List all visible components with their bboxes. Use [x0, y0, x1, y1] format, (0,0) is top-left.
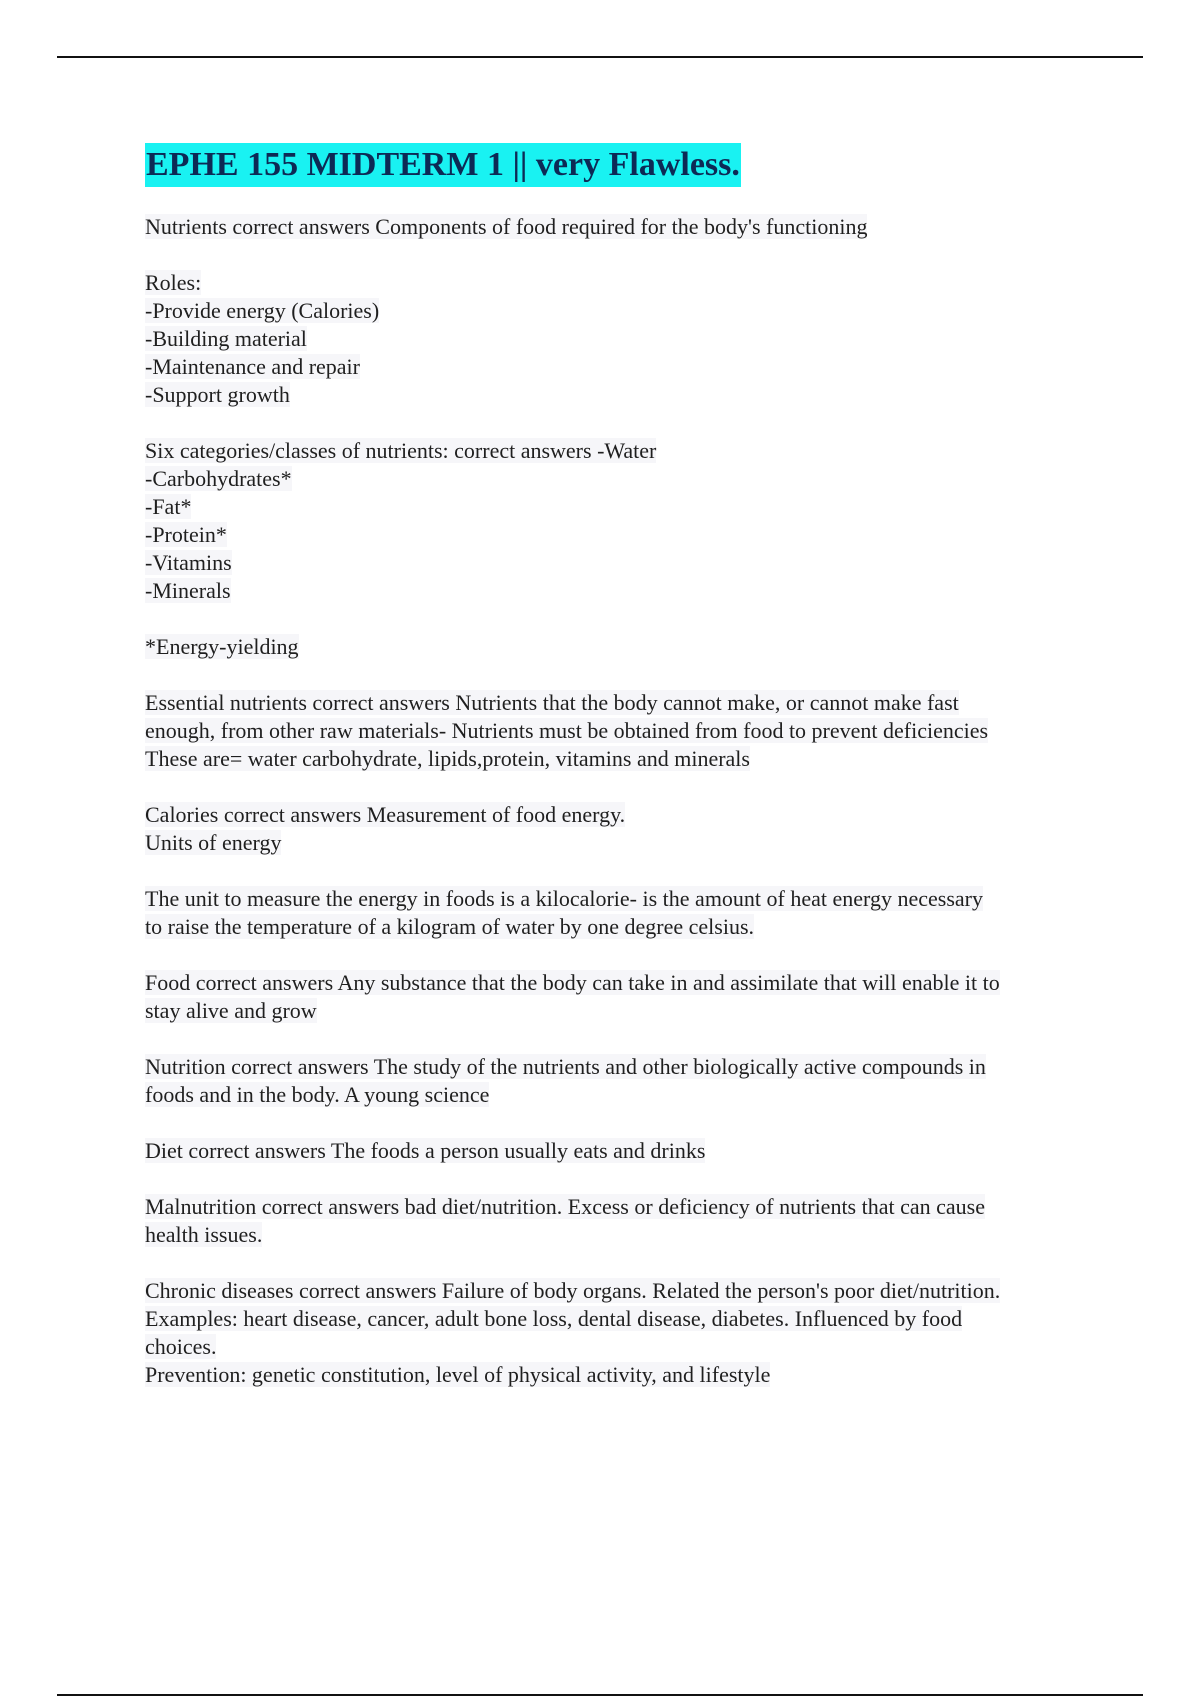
qa-entry: [145, 1277, 1095, 1389]
entry-line-text: Six categories/classes of nutrients: correct answers -Water: [145, 438, 657, 463]
entry-line: [145, 997, 1095, 1025]
entry-line: [145, 437, 1095, 465]
entry-line-text: -Maintenance and repair: [145, 354, 360, 379]
entry-line-text: *Energy-yielding: [145, 634, 299, 659]
entry-line: [145, 297, 1095, 325]
entry-line: [145, 829, 1095, 857]
entry-line-text: -Support growth: [145, 382, 290, 407]
qa-entry: [145, 689, 1095, 773]
qa-entry: [145, 269, 1095, 409]
qa-entry: [145, 1193, 1095, 1249]
entry-line-text: -Building material: [145, 326, 307, 351]
entry-line: [145, 689, 1095, 717]
entry-line: [145, 745, 1095, 773]
entry-line-text: Examples: heart disease, cancer, adult bone loss, dental disease, diabetes. Influenced by food: [145, 1306, 963, 1331]
entry-line-text: Roles:: [145, 270, 202, 295]
entry-line-text: foods and in the body. A young science: [145, 1082, 490, 1107]
qa-entry: [145, 437, 1095, 605]
entry-line: [145, 1277, 1095, 1305]
qa-entry: [145, 1053, 1095, 1109]
entry-line-text: -Carbohydrates*: [145, 466, 292, 491]
entry-line: [145, 1193, 1095, 1221]
entry-line: [145, 1333, 1095, 1361]
entry-line: [145, 549, 1095, 577]
entry-line: [145, 801, 1095, 829]
entry-line: [145, 269, 1095, 297]
entry-line-text: Malnutrition correct answers bad diet/nutrition. Excess or deficiency of nutrients that can cause: [145, 1194, 985, 1219]
entry-line-text: Food correct answers Any substance that the body can take in and assimilate that will enable it to: [145, 970, 1000, 995]
entry-line-text: -Protein*: [145, 522, 227, 547]
entry-line-text: enough, from other raw materials- Nutrients must be obtained from food to prevent deficiencies: [145, 718, 989, 743]
entry-line-text: Calories correct answers Measurement of food energy.: [145, 802, 626, 827]
entry-line-text: Nutrition correct answers The study of the nutrients and other biologically active compounds in: [145, 1054, 986, 1079]
qa-entry: [145, 633, 1095, 661]
entry-line-text: -Minerals: [145, 578, 231, 603]
document-body: [145, 143, 1095, 1417]
document-title: EPHE 155 MIDTERM 1 || very Flawless.: [145, 143, 741, 187]
entry-line-text: -Vitamins: [145, 550, 232, 575]
entry-line: [145, 1305, 1095, 1333]
entry-line: [145, 213, 1095, 241]
entry-line: [145, 493, 1095, 521]
entry-line-text: choices.: [145, 1334, 217, 1359]
entry-line: [145, 521, 1095, 549]
entry-line-text: to raise the temperature of a kilogram of water by one degree celsius.: [145, 914, 755, 939]
entry-line-text: Essential nutrients correct answers Nutrients that the body cannot make, or cannot make fast: [145, 690, 959, 715]
entry-line: [145, 381, 1095, 409]
entry-line: [145, 577, 1095, 605]
qa-entry: [145, 885, 1095, 941]
entry-line-text: health issues.: [145, 1222, 263, 1247]
qa-entry: [145, 213, 1095, 241]
top-rule: [57, 56, 1143, 58]
qa-entry: [145, 969, 1095, 1025]
entry-line-text: Prevention: genetic constitution, level of physical activity, and lifestyle: [145, 1362, 771, 1387]
entry-line: [145, 353, 1095, 381]
bottom-rule: [57, 1694, 1143, 1696]
entry-line: [145, 1137, 1095, 1165]
entry-line-text: Diet correct answers The foods a person usually eats and drinks: [145, 1138, 706, 1163]
entry-line-text: -Fat*: [145, 494, 192, 519]
entry-line-text: The unit to measure the energy in foods is a kilocalorie- is the amount of heat energy necessary: [145, 886, 983, 911]
entry-line: [145, 1221, 1095, 1249]
entry-line: [145, 633, 1095, 661]
entry-line: [145, 325, 1095, 353]
entry-line: [145, 969, 1095, 997]
entry-line-text: Nutrients correct answers Components of food required for the body's functioning: [145, 214, 868, 239]
qa-entry: [145, 801, 1095, 857]
entry-line-text: -Provide energy (Calories): [145, 298, 380, 323]
entries-list: [145, 213, 1095, 1389]
entry-line: [145, 1081, 1095, 1109]
entry-line-text: Chronic diseases correct answers Failure of body organs. Related the person's poor diet/nutrition.: [145, 1278, 1001, 1303]
entry-line: [145, 465, 1095, 493]
entry-line: [145, 913, 1095, 941]
entry-line: [145, 1361, 1095, 1389]
entry-line: [145, 717, 1095, 745]
entry-line-text: These are= water carbohydrate, lipids,protein, vitamins and minerals: [145, 746, 750, 771]
entry-line-text: stay alive and grow: [145, 998, 317, 1023]
qa-entry: [145, 1137, 1095, 1165]
entry-line: [145, 885, 1095, 913]
entry-line: [145, 1053, 1095, 1081]
entry-line-text: Units of energy: [145, 830, 282, 855]
